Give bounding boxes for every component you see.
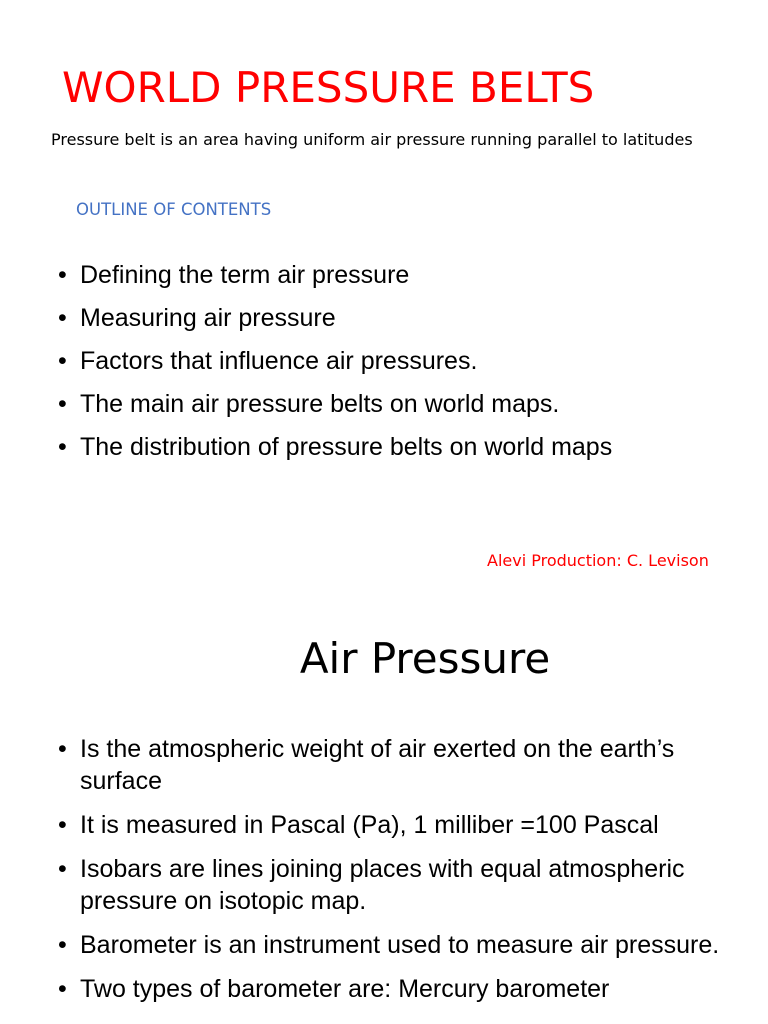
air-pressure-bullet-list	[58, 733, 748, 1017]
bullet-item: • It is measured in Pascal (Pa), 1 milliber =100 Pascal	[58, 809, 748, 841]
bullet-item: • Measuring air pressure	[58, 302, 748, 334]
bullet-item: • Factors that influence air pressures.	[58, 345, 748, 377]
bullet-item: • Two types of barometer are: Mercury barometer	[58, 973, 748, 1005]
outline-heading: OUTLINE OF CONTENTS	[76, 200, 272, 219]
bullet-item: • The main air pressure belts on world maps.	[58, 388, 748, 420]
slide-subtitle: Pressure belt is an area having uniform air pressure running parallel to latitudes	[51, 130, 693, 149]
bullet-item: • Defining the term air pressure	[58, 259, 748, 291]
bullet-item: • Isobars are lines joining places with equal atmospheric pressure on isotopic map.	[58, 853, 748, 917]
slide-title: Air Pressure	[299, 634, 551, 683]
outline-bullet-list	[58, 259, 748, 474]
slide-title: WORLD PRESSURE BELTS	[62, 63, 595, 112]
slide-air-pressure	[0, 600, 768, 1024]
bullet-item: • Barometer is an instrument used to measure air pressure.	[58, 929, 748, 961]
bullet-item: • The distribution of pressure belts on world maps	[58, 431, 748, 463]
author-credit: Alevi Production: C. Levison	[487, 551, 709, 570]
bullet-item: • Is the atmospheric weight of air exerted on the earth’s surface	[58, 733, 748, 797]
